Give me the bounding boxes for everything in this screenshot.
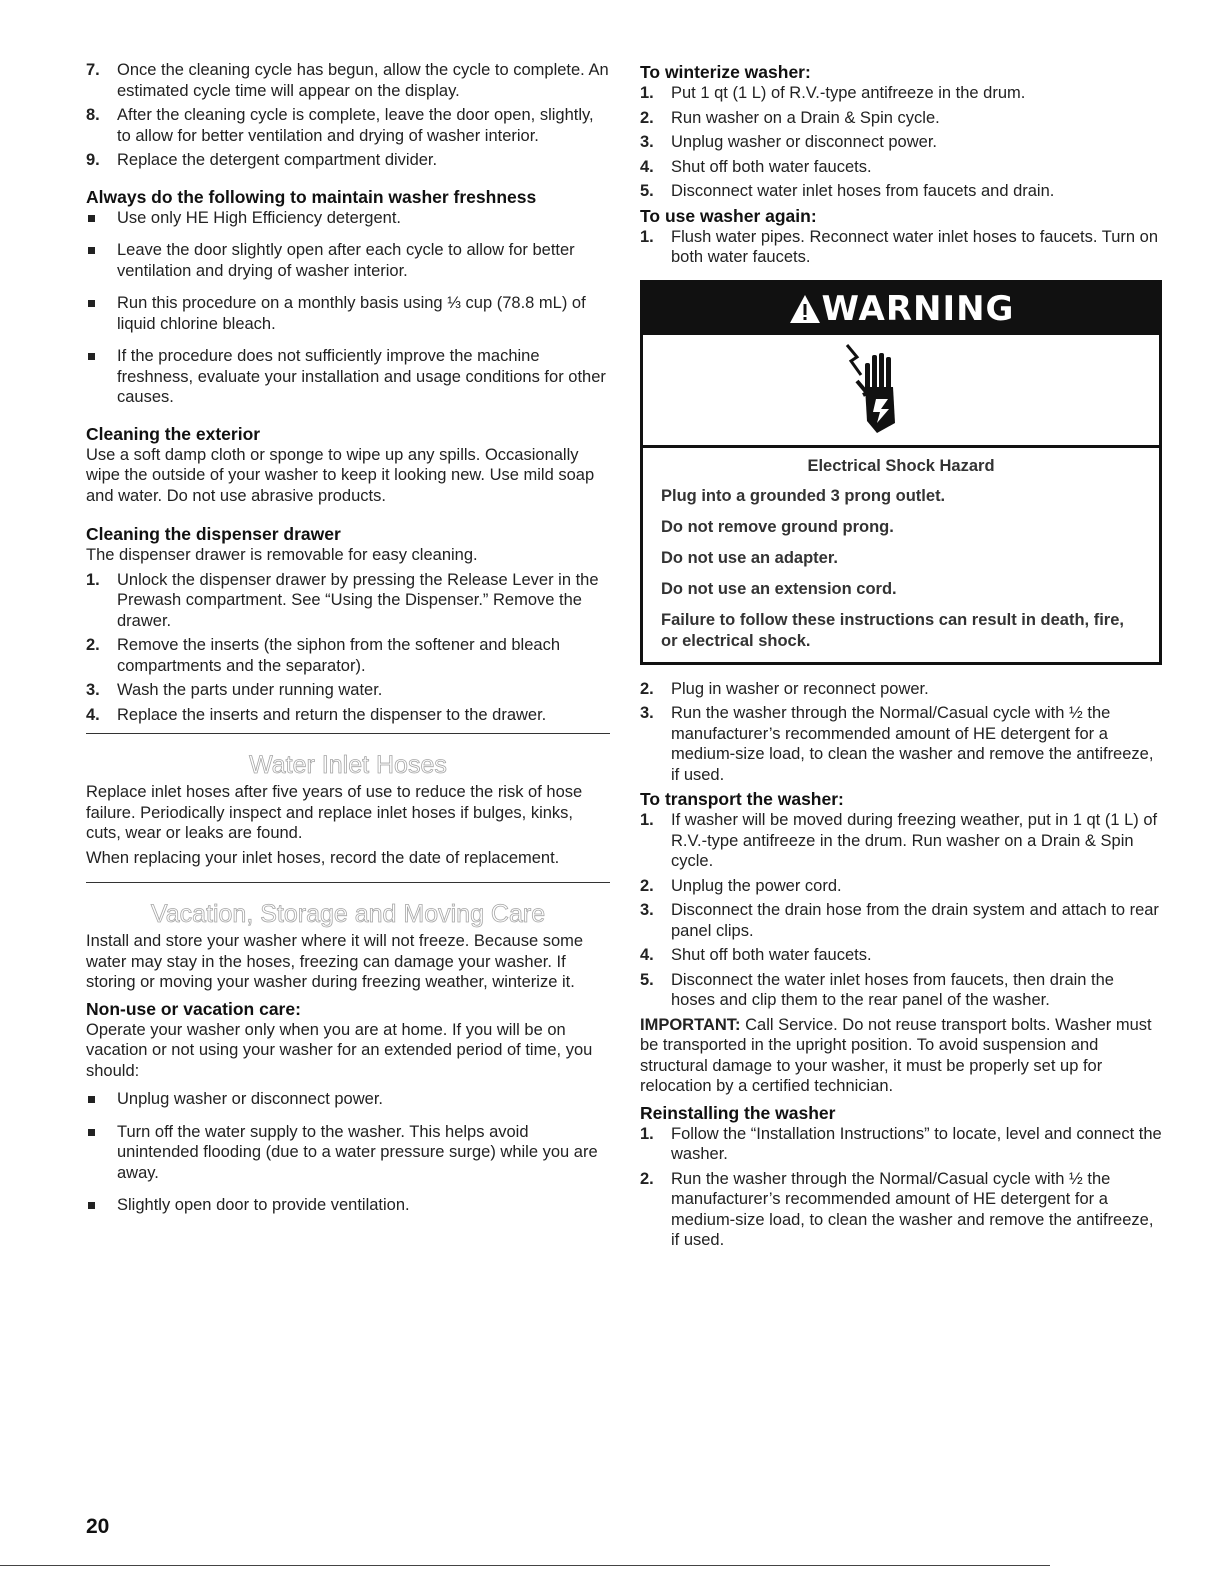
warning-triangle-icon: [788, 293, 822, 325]
exterior-heading: Cleaning the exterior: [86, 423, 261, 444]
use-again-steps-list: [640, 227, 1162, 268]
bullet-icon: [88, 300, 95, 307]
warning-header: [643, 283, 1159, 335]
freshness-heading: Always do the following to maintain washer freshness: [86, 186, 537, 207]
list-item: 2. Unplug the power cord.: [640, 876, 842, 895]
list-item: 4. Shut off both water faucets.: [640, 946, 872, 964]
list-item: 9. Replace the detergent compartment divider.: [86, 151, 438, 169]
list-item: If the procedure does not sufficiently improve the machine freshness, evaluate your installation and usage conditions for other causes.: [86, 346, 610, 408]
list-item: 7. Once the cleaning cycle has begun, allow the cycle to complete. An estimated cycle time will appear on the display.: [86, 61, 609, 100]
warning-body: [643, 448, 1159, 662]
list-item: 3. Run the washer through the Normal/Casual cycle with ½ the manufacturer’s recommended amount of HE detergent for a medium-size load, to clean the washer and remove the antifreeze, if used.: [640, 704, 1154, 784]
section-divider: [86, 882, 610, 883]
bullet-icon: [88, 247, 95, 254]
non-use-heading: Non-use or vacation care:: [86, 998, 301, 1019]
winterize-steps-list: [640, 83, 1162, 202]
right-column: [640, 60, 1162, 1255]
hoses-text: Replace inlet hoses after five years of use to reduce the risk of hose failure. Periodically inspect and replace inlet hoses if bulges, kinks, cuts, wear or leaks are found.: [86, 783, 583, 842]
section-divider: [86, 733, 610, 734]
winterize-heading: To winterize washer:: [640, 62, 811, 82]
vacation-section-title: Vacation, Storage and Moving Care: [150, 900, 546, 928]
warning-line: Do not use an adapter.: [661, 548, 838, 567]
important-label: IMPORTANT:: [640, 1015, 741, 1034]
list-item: Leave the door slightly open after each cycle to allow for better ventilation and drying of washer interior.: [86, 240, 610, 281]
list-item: Use only HE High Efficiency detergent.: [86, 208, 610, 229]
list-item: Run this procedure on a monthly basis using ⅓ cup (78.8 mL) of liquid chlorine bleach.: [86, 293, 610, 334]
transport-steps-list: [640, 810, 1162, 1011]
important-note: IMPORTANT: Call Service. Do not reuse transport bolts. Washer must be transported in the upright position. To avoid suspension and structural damage to your washer, it must be properly set up for relocation by a certified technician.: [640, 1015, 1152, 1095]
dispenser-heading: Cleaning the dispenser drawer: [86, 524, 341, 544]
list-item: 3. Disconnect the drain hose from the drain system and attach to rear panel clips.: [640, 901, 1159, 940]
freshness-list: [86, 208, 610, 408]
dispenser-intro: The dispenser drawer is removable for easy cleaning.: [86, 546, 478, 564]
list-item: 2. Remove the inserts (the siphon from the softener and bleach compartments and the separator).: [86, 636, 560, 675]
left-column: [86, 60, 610, 1228]
list-item: 5. Disconnect water inlet hoses from faucets and drain.: [640, 182, 1055, 200]
warning-box: [640, 280, 1162, 665]
bullet-icon: [88, 1202, 95, 1209]
transport-heading: To transport the washer:: [640, 789, 844, 809]
list-item: 2. Plug in washer or reconnect power.: [640, 679, 929, 698]
cleaning-steps-list: [86, 60, 610, 171]
bullet-icon: [88, 1129, 95, 1136]
dispenser-steps-list: [86, 570, 610, 726]
list-item: 1. Follow the “Installation Instructions” to locate, level and connect the washer.: [640, 1124, 1162, 1163]
non-use-list: [86, 1089, 610, 1216]
list-item: 3. Unplug washer or disconnect power.: [640, 133, 937, 151]
reinstall-steps-list: [640, 1124, 1162, 1251]
hoses-text-2: When replacing your inlet hoses, record the date of replacement.: [86, 848, 560, 867]
list-item: Turn off the water supply to the washer. This helps avoid unintended flooding (due to a water pressure surge) while you are away.: [86, 1122, 610, 1184]
exterior-text: Use a soft damp cloth or sponge to wipe up any spills. Occasionally wipe the outside of your washer to keep it looking new. Use mild soap and water. Do not use abrasive products.: [86, 445, 595, 505]
list-item: 1. If washer will be moved during freezing weather, put in 1 qt (1 L) of R.V.-type antifreeze in the drum. Run washer on a Drain & Spin cycle.: [640, 811, 1158, 870]
list-item: 5. Disconnect the water inlet hoses from faucets, then drain the hoses and clip them to the rear panel of the washer.: [640, 970, 1114, 1009]
list-item: 3. Wash the parts under running water.: [86, 681, 383, 699]
use-again-heading: To use washer again:: [640, 205, 817, 226]
warning-hazard: Electrical Shock Hazard: [807, 456, 995, 475]
list-item: 4. Replace the inserts and return the dispenser to the drawer.: [86, 705, 547, 724]
electric-shock-icon: [843, 341, 913, 441]
list-item: Slightly open door to provide ventilation.: [86, 1195, 610, 1216]
warning-title: WARNING: [821, 288, 1015, 329]
list-item: 1. Flush water pipes. Reconnect water inlet hoses to faucets. Turn on both water faucets.: [640, 227, 1159, 266]
vacation-intro: Install and store your washer where it will not freeze. Because some water may stay in the hoses, freezing can damage your washer. If storing or moving your washer during freezing weather, winterize it.: [86, 932, 584, 991]
warning-line: Do not remove ground prong.: [661, 517, 894, 536]
bullet-icon: [88, 353, 95, 360]
footer-rule: [0, 1565, 1050, 1566]
warning-icon-area: [643, 335, 1159, 448]
list-item: 8. After the cleaning cycle is complete, leave the door open, slightly, to allow for better ventilation and drying of washer interior.: [86, 106, 594, 145]
list-item: 1. Put 1 qt (1 L) of R.V.-type antifreeze in the drum.: [640, 84, 1026, 102]
bullet-icon: [88, 215, 95, 222]
use-again-steps-cont: [640, 679, 1162, 786]
warning-line: Failure to follow these instructions can result in death, fire, or electrical shock.: [661, 610, 1124, 650]
bullet-icon: [88, 1096, 95, 1103]
list-item: 2. Run washer on a Drain & Spin cycle.: [640, 108, 940, 127]
hoses-section-title: Water Inlet Hoses: [249, 751, 447, 779]
page-number: 20: [86, 1515, 110, 1538]
list-item: 1. Unlock the dispenser drawer by pressing the Release Lever in the Prewash compartment. See “Using the Dispenser.” Remove the drawer.: [86, 570, 599, 630]
list-item: 2. Run the washer through the Normal/Casual cycle with ½ the manufacturer’s recommended amount of HE detergent for a medium-size load, to clean the washer and remove the antifreeze, if used.: [640, 1169, 1154, 1249]
warning-line: Do not use an extension cord.: [661, 579, 897, 598]
warning-line: Plug into a grounded 3 prong outlet.: [661, 486, 946, 505]
reinstall-heading: Reinstalling the washer: [640, 1102, 836, 1123]
list-item: Unplug washer or disconnect power.: [86, 1089, 610, 1110]
non-use-text: Operate your washer only when you are at home. If you will be on vacation or not using your washer for an extended period of time, you should:: [86, 1020, 593, 1080]
list-item: 4. Shut off both water faucets.: [640, 157, 872, 176]
